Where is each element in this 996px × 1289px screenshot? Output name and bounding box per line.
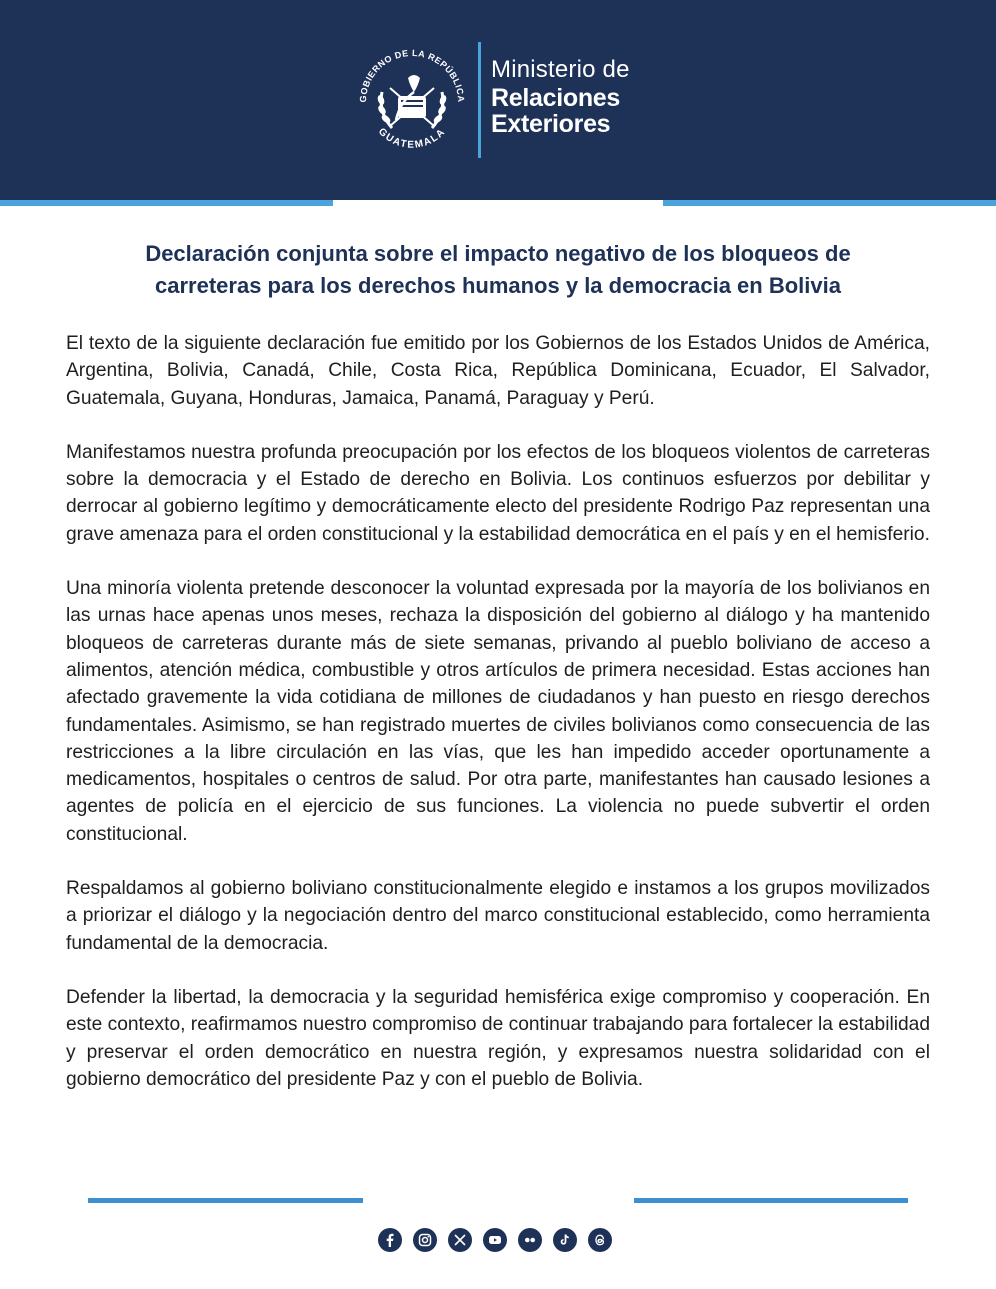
footer-line-left — [88, 1198, 363, 1203]
social-links — [378, 1228, 612, 1252]
title-line-2: carreteras para los derechos humanos y la democracia en Bolivia — [155, 273, 841, 298]
ministry-line-3: Exteriores — [491, 110, 611, 138]
document-body — [66, 330, 930, 1120]
svg-text:GUATEMALA — [376, 126, 448, 150]
facebook-icon[interactable] — [378, 1228, 402, 1252]
ministry-line-1: Ministerio de — [491, 56, 630, 83]
seal-top-text: GOBIERNO DE LA REPÚBLICA — [357, 47, 467, 103]
document-title — [60, 238, 936, 302]
paragraph-5: Defender la libertad, la democracia y la seguridad hemisférica exige compromiso y cooperación. En este contexto, reafirmamos nuestro compromiso de continuar trabajando para fortalecer la estabilidad y preservar el orden democrático en nuestra región, y expresamos nuestra solidaridad con el gobierno democrático del presidente Paz y con el pueblo de Bolivia. — [66, 986, 930, 1090]
ministry-line-2: Relaciones — [491, 84, 621, 112]
seal-bottom-text: GUATEMALA — [375, 126, 449, 151]
header-divider — [478, 42, 481, 158]
tiktok-icon[interactable] — [553, 1228, 577, 1252]
paragraph-1: El texto de la siguiente declaración fue emitido por los Gobiernos de los Estados Unidos de América, Argentina, Bolivia, Canadá, Chile, Costa Rica, República Dominicana, Ecuador, El Salvador, Guatemala, Guyana, Honduras, Jamaica, Panamá, Paraguay y Perú. — [66, 333, 930, 409]
ministry-logotype — [491, 58, 630, 137]
paragraph-3: Una minoría violenta pretende desconocer la voluntad expresada por la mayoría de los bolivianos en las urnas hace apenas unos meses, rechaza la disposición del gobierno al diálogo y ha mantenido bloqueos de carreteras durante más de siete semanas, privando al pueblo boliviano de acceso a alimentos, atención médica, combustible y otros artículos de primera necesidad. Estas acciones han afectado gravemente la vida cotidiana de millones de ciudadanos y han puesto en riesgo derechos fundamentales. Asimismo, se han registrado muertes de civiles bolivianos como consecuencia de las restricciones a la libre circulación en las vías, que les han impedido acceder oportunamente a medicamentos, hospitales o centros de salud. Por otra parte, manifestantes han causado lesiones a agentes de policía en el ejercicio de sus funciones. La violencia no puede subvertir el orden constitucional. — [66, 578, 930, 845]
header-banner — [0, 0, 996, 200]
x-icon[interactable] — [448, 1228, 472, 1252]
header-stripe-right — [663, 200, 996, 206]
flickr-icon[interactable] — [518, 1228, 542, 1252]
footer-line-right — [634, 1198, 908, 1203]
paragraph-2: Manifestamos nuestra profunda preocupación por los efectos de los bloqueos violentos de carreteras sobre la democracia y el Estado de derecho en Bolivia. Los continuos esfuerzos por debilitar y derrocar al gobierno legítimo y democráticamente electo del presidente Rodrigo Paz representan una grave amenaza para el orden constitucional y la estabilidad democrática en el país y en el hemisferio. — [66, 441, 930, 545]
youtube-icon[interactable] — [483, 1228, 507, 1252]
title-line-1: Declaración conjunta sobre el impacto negativo de los bloqueos de — [145, 241, 851, 266]
paragraph-4: Respaldamos al gobierno boliviano constitucionalmente elegido e instamos a los grupos movilizados a priorizar el diálogo y la negociación dentro del marco constitucional establecido, como herramienta fundamental de la democracia. — [66, 878, 930, 954]
instagram-icon[interactable] — [413, 1228, 437, 1252]
threads-icon[interactable] — [588, 1228, 612, 1252]
coat-of-arms-seal-icon — [352, 40, 472, 160]
header-stripe-left — [0, 200, 333, 206]
